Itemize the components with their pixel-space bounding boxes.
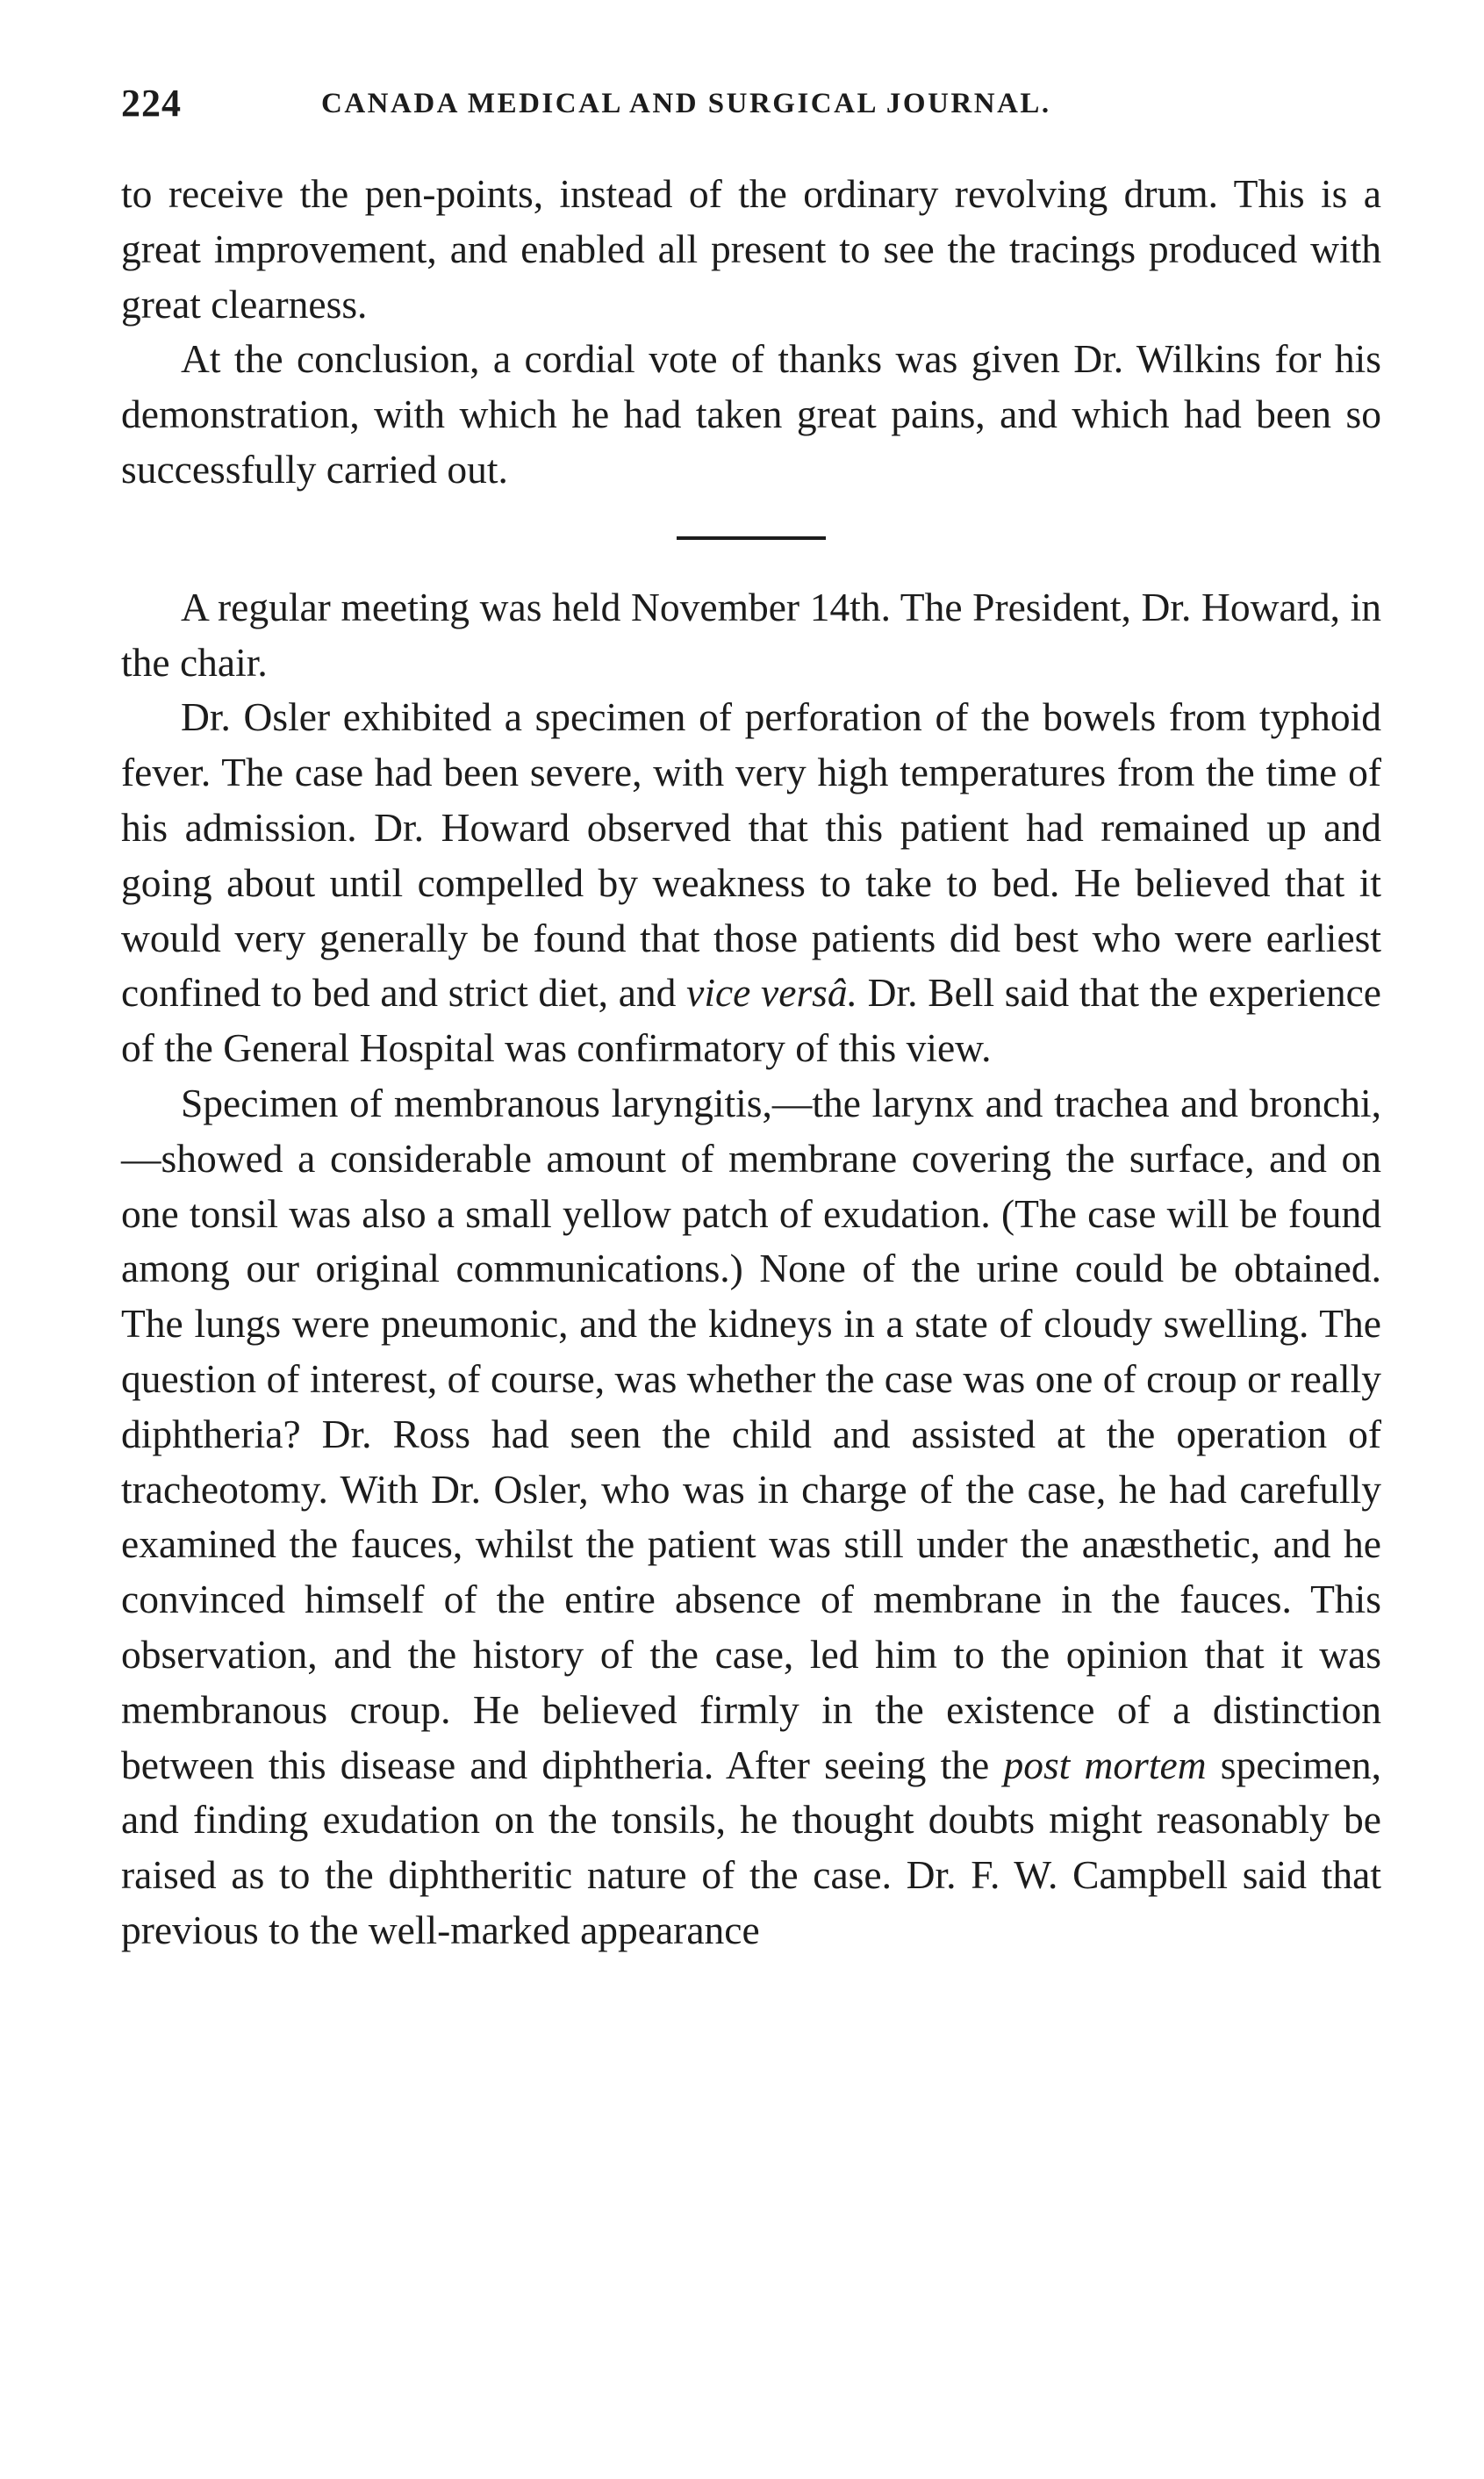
paragraph-text: specimen, and finding exudation on the tonsils, he thought doubts might reasonably be raised as to the diphtheritic nature of the case. Dr. F. W. Campbell said that previous to the well-marked appearance <box>121 1742 1381 1952</box>
paragraph-text: Dr. Osler exhibited a specimen of perforation of the bowels from typhoid fever. The case had been severe, with very high temperatures from the time of his admission. Dr. Howard observed that this patient had remained up and going about until compelled by weakness to take to bed. He believed that it would very generally be found that those patients did best who were earliest confined to bed and strict diet, and <box>121 694 1381 1016</box>
running-head <box>121 81 1381 133</box>
page-number: 224 <box>121 82 182 125</box>
paragraph-laryngitis-specimen <box>121 1076 1381 1958</box>
body-text <box>121 167 1381 1958</box>
italic-phrase: vice versâ. <box>686 970 857 1016</box>
paragraph-meeting-notice: A regular meeting was held November 14th. The President, Dr. Howard, in the chair. <box>121 584 1381 685</box>
journal-page <box>121 81 1381 1958</box>
journal-title: CANADA MEDICAL AND SURGICAL JOURNAL. <box>321 88 1051 119</box>
paragraph-text: Specimen of membranous laryngitis,—the larynx and trachea and bronchi,—showed a considerable amount of membrane covering the surface, and on one tonsil was also a small yellow patch of exudation. (The case will be found among our original communications.) None of the urine could be obtained. The lungs were pneumonic, and the kidneys in a state of cloudy swelling. The question of interest, of course, was whether the case was one of croup or really diphtheria? Dr. Ross had seen the child and assisted at the operation of tracheotomy. With Dr. Osler, who was in charge of the case, he had carefully examined the fauces, whilst the patient was still under the anæsthetic, and he convinced himself of the entire absence of membrane in the fauces. This observation, and the history of the case, led him to the opinion that it was membranous croup. He believed firmly in the existence of a distinction between this disease and diphtheria. After seeing the <box>121 1080 1381 1787</box>
italic-phrase: post mortem <box>1003 1742 1207 1787</box>
paragraph-vote-of-thanks: At the conclusion, a cordial vote of thanks was given Dr. Wilkins for his demonstration, with which he had taken great pains, and which had been so successfully carried out. <box>121 336 1381 492</box>
paragraph-continuation: to receive the pen-points, instead of the ordinary revolving drum. This is a great improvement, and enabled all present to see the tracings produced with great clearness. <box>121 171 1381 327</box>
section-divider <box>677 536 826 540</box>
paragraph-text: Dr. Bell said that the experience of the General Hospital was confirmatory of this view. <box>121 970 1381 1071</box>
paragraph-typhoid-specimen <box>121 690 1381 1076</box>
